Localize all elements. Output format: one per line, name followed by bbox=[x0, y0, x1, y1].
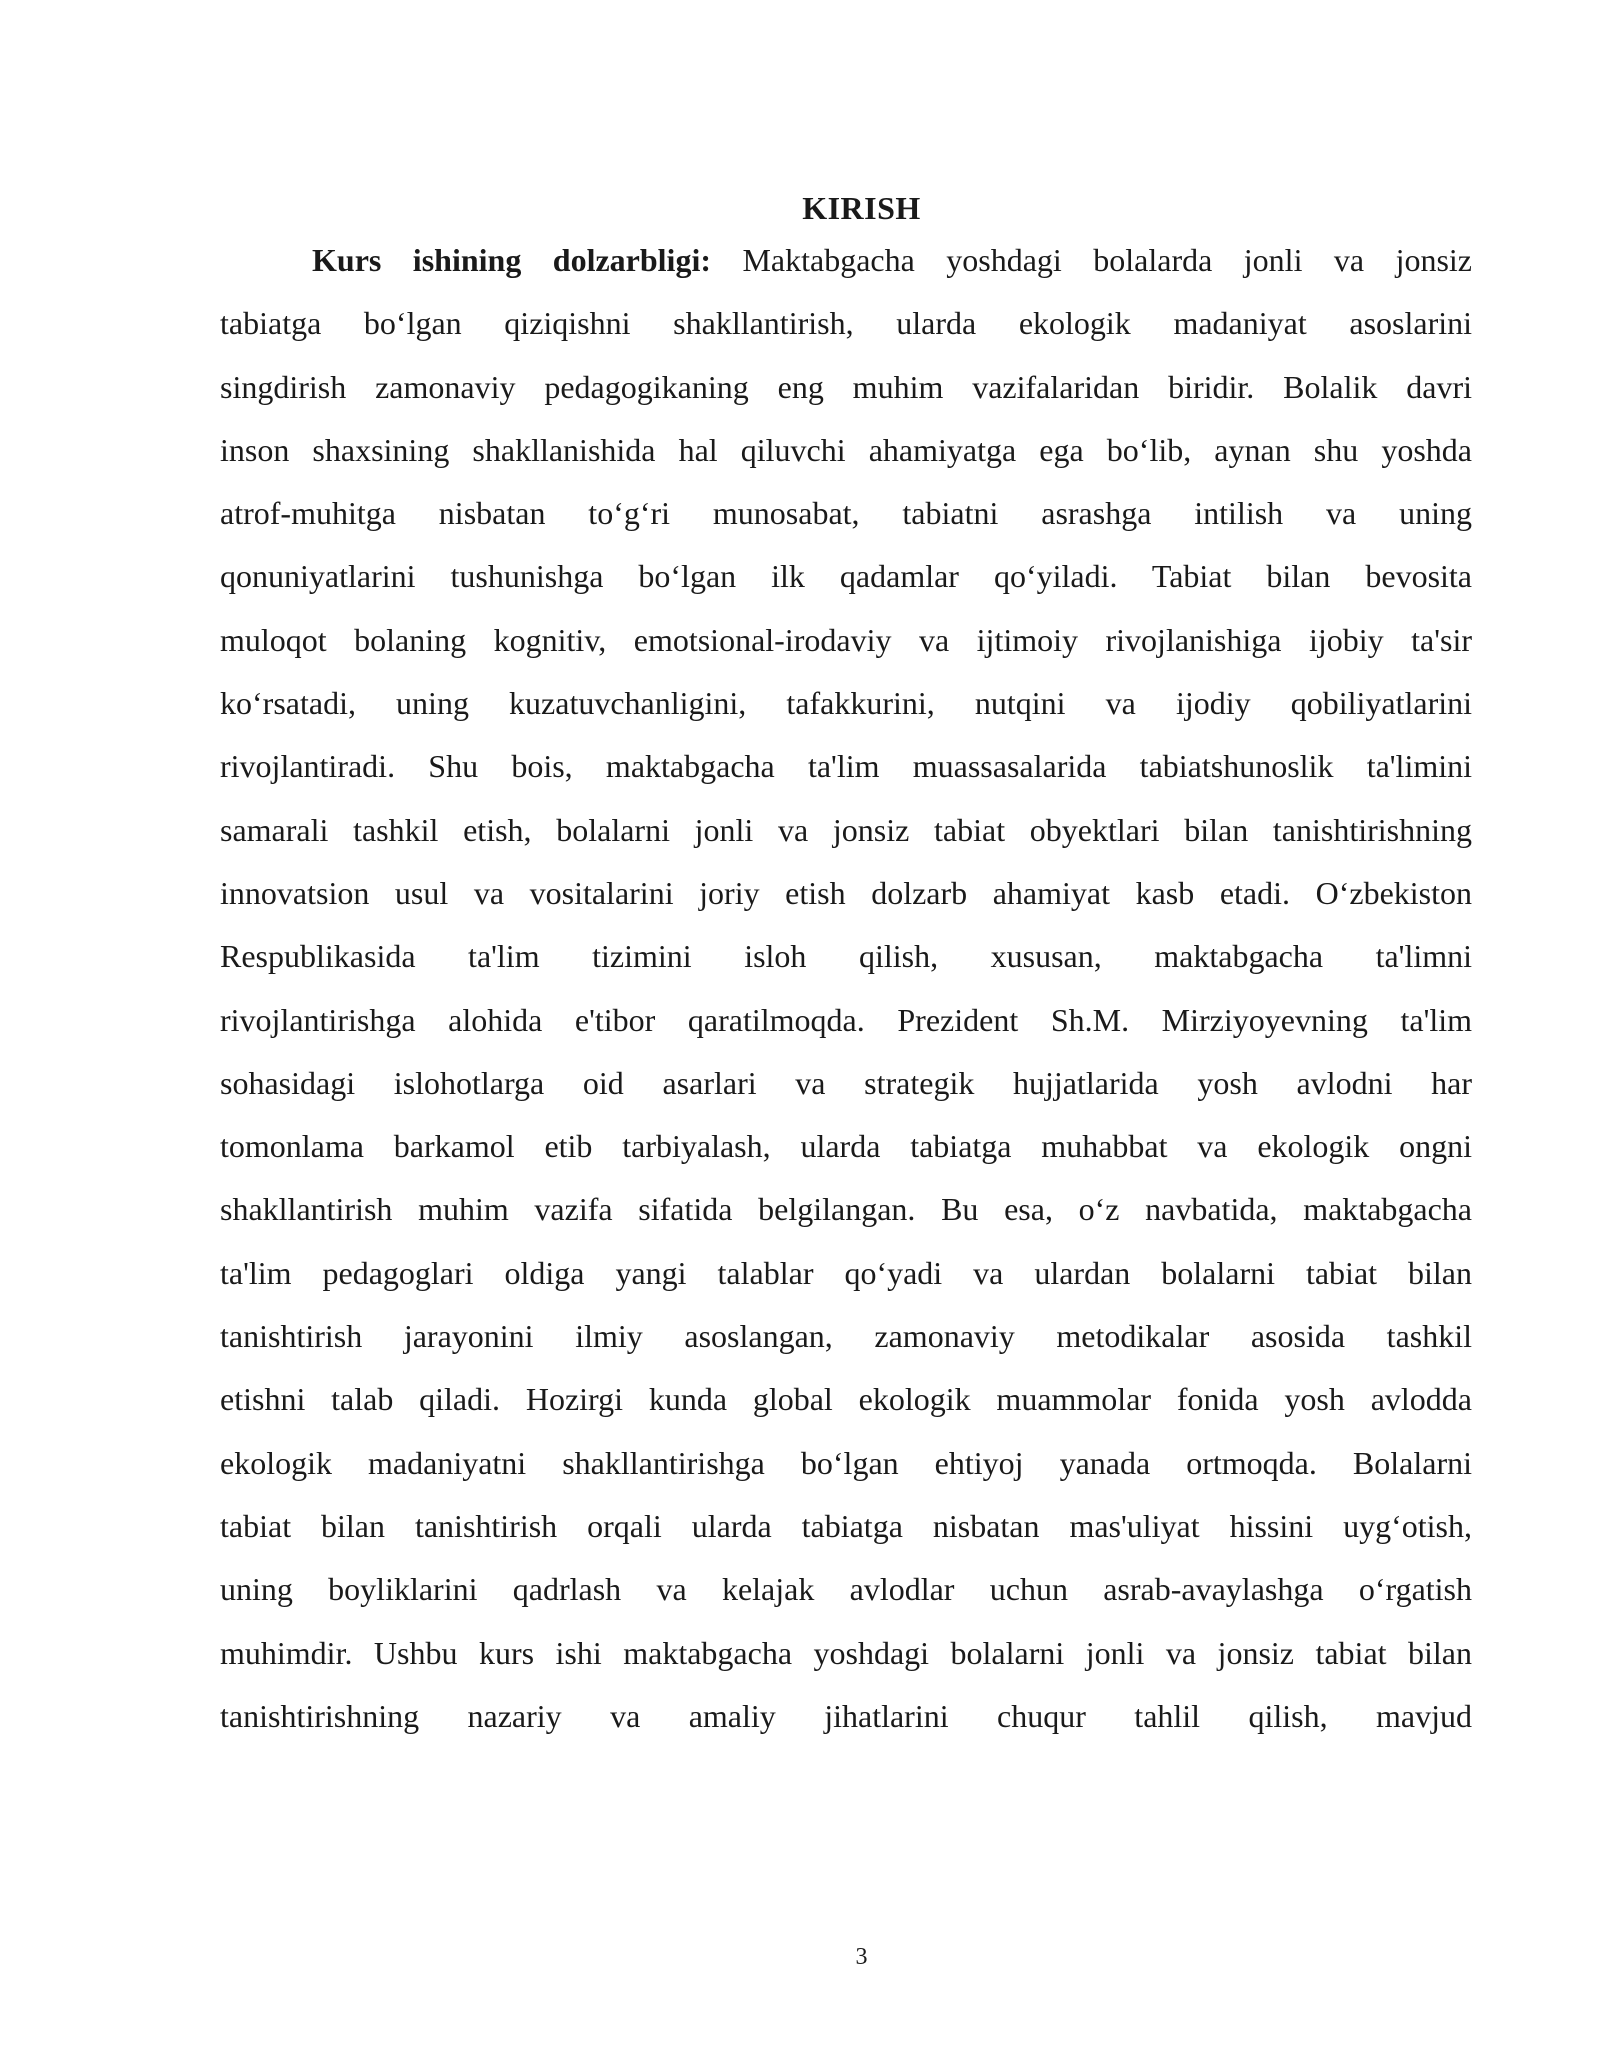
section-heading: KIRISH bbox=[802, 190, 921, 226]
paragraph-line: ko‘rsatadi, uning kuzatuvchanligini, tafakkurini, nutqini va ijodiy qobiliyatlarini bbox=[220, 685, 1472, 722]
paragraph-line: muloqot bolaning kognitiv, emotsional-irodaviy va ijtimoiy rivojlanishiga ijobiy ta'sir bbox=[220, 621, 1472, 658]
paragraph-line: sohasidagi islohotlarga oid asarlari va strategik hujjatlarida yosh avlodni har bbox=[220, 1064, 1472, 1101]
paragraph-line: etishni talab qiladi. Hozirgi kunda global ekologik muammolar fonida yosh avlodda bbox=[220, 1381, 1472, 1418]
paragraph-line: tabiatga bo‘lgan qiziqishni shakllantirish, ularda ekologik madaniyat asoslarini bbox=[220, 305, 1472, 342]
page-number: 3 bbox=[855, 1944, 868, 1970]
paragraph-line: tabiat bilan tanishtirish orqali ularda tabiatga nisbatan mas'uliyat hissini uyg‘otish, bbox=[220, 1507, 1472, 1544]
paragraph-lead: Kurs ishining dolzarbligi: bbox=[312, 242, 711, 278]
paragraph-line: ekologik madaniyatni shakllantirishga bo‘lgan ehtiyoj yanada ortmoqda. Bolalarni bbox=[220, 1444, 1472, 1481]
paragraph-line: rivojlantiradi. Shu bois, maktabgacha ta'lim muassasalarida tabiatshunoslik ta'limini bbox=[220, 748, 1472, 785]
paragraph-line-text: Maktabgacha yoshdagi bolalarda jonli va jonsiz bbox=[711, 242, 1473, 278]
paragraph-line: Respublikasida ta'lim tizimini isloh qilish, xususan, maktabgacha ta'limni bbox=[220, 938, 1472, 975]
intro-paragraph bbox=[220, 229, 1472, 1748]
paragraph-line: muhimdir. Ushbu kurs ishi maktabgacha yoshdagi bolalarni jonli va jonsiz tabiat bilan bbox=[220, 1634, 1472, 1671]
paragraph-line: samarali tashkil etish, bolalarni jonli va jonsiz tabiat obyektlari bilan tanishtirishning bbox=[220, 811, 1472, 848]
paragraph-line: tomonlama barkamol etib tarbiyalash, ularda tabiatga muhabbat va ekologik ongni bbox=[220, 1128, 1472, 1165]
paragraph-line: tanishtirish jarayonini ilmiy asoslangan, zamonaviy metodikalar asosida tashkil bbox=[220, 1318, 1472, 1355]
paragraph-line: innovatsion usul va vositalarini joriy etish dolzarb ahamiyat kasb etadi. O‘zbekiston bbox=[220, 874, 1472, 911]
paragraph-line: tanishtirishning nazariy va amaliy jihatlarini chuqur tahlil qilish, mavjud bbox=[220, 1697, 1472, 1734]
paragraph-line: rivojlantirishga alohida e'tibor qaratilmoqda. Prezident Sh.M. Mirziyoyevning ta'lim bbox=[220, 1001, 1472, 1038]
paragraph-line: uning boyliklarini qadrlash va kelajak avlodlar uchun asrab-avaylashga o‘rgatish bbox=[220, 1571, 1472, 1608]
paragraph-line: atrof-muhitga nisbatan to‘g‘ri munosabat, tabiatni asrashga intilish va uning bbox=[220, 495, 1472, 532]
paragraph-line: inson shaxsining shakllanishida hal qiluvchi ahamiyatga ega bo‘lib, aynan shu yoshda bbox=[220, 431, 1472, 468]
paragraph-line: shakllantirish muhim vazifa sifatida belgilangan. Bu esa, o‘z navbatida, maktabgacha bbox=[220, 1191, 1472, 1228]
paragraph-line bbox=[220, 229, 1472, 292]
paragraph-line: singdirish zamonaviy pedagogikaning eng muhim vazifalaridan biridir. Bolalik davri bbox=[220, 368, 1472, 405]
paragraph-line: ta'lim pedagoglari oldiga yangi talablar qo‘yadi va ulardan bolalarni tabiat bilan bbox=[220, 1254, 1472, 1291]
paragraph-line: qonuniyatlarini tushunishga bo‘lgan ilk qadamlar qo‘yiladi. Tabiat bilan bevosita bbox=[220, 558, 1472, 595]
